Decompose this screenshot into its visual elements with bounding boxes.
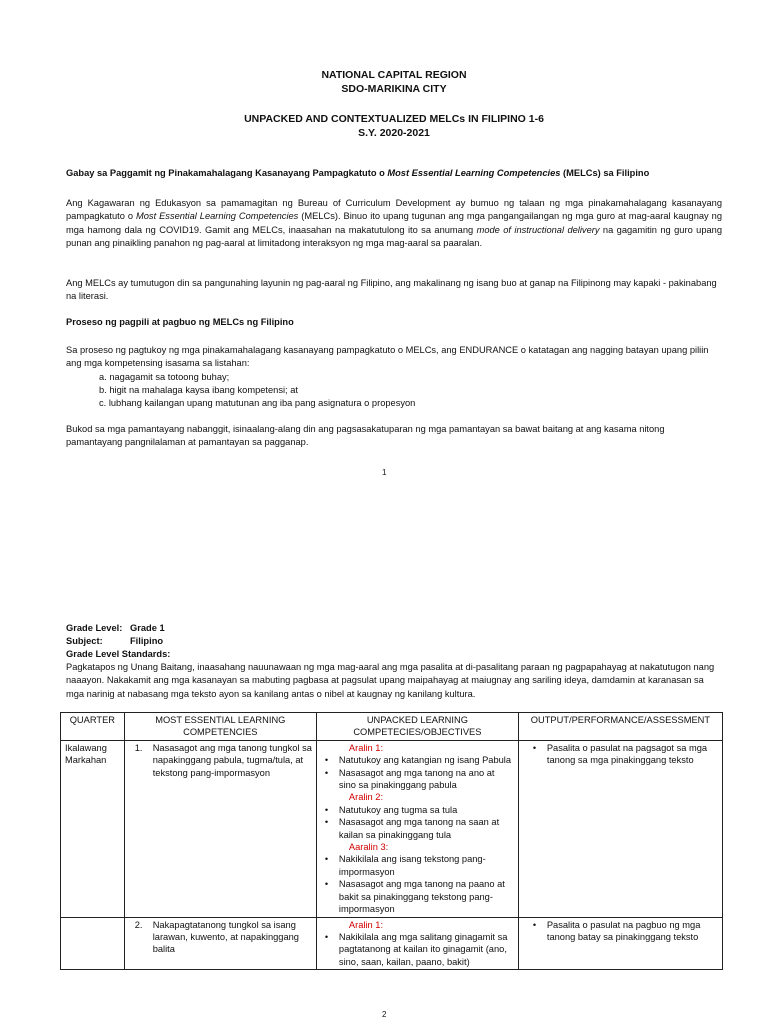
process-heading-block [66,316,722,329]
guide-title [66,167,722,180]
process-intro: Sa proseso ng pagtukoy ng mga pinakamahalagang kasanayang pampagkatuto o MELCs, ang ENDURANCE o katatagan ang nagging batayan upang piliin ang mga kompetensing isasama sa listahan: [66,345,709,369]
lesson-label: Aralin 1: [348,919,384,930]
criteria-list [66,371,722,411]
objective-item: • Natutukoy ang katangian ng isang Pabula [339,754,514,766]
header-output: OUTPUT/PERFORMANCE/ASSESSMENT [518,713,722,741]
page-number: 1 [382,468,387,477]
melc-cell [124,740,316,917]
criteria-item: c. lubhang kailangan upang matutunan ang iba pang asignatura o propesyon [99,398,416,409]
process-closing: Bukod sa mga pamantayang nabanggit, isinaalang-alang din ang pagsasakatuparan ng mga pamantayan sa bawat baitang at ang kasama nitong pamantayang pangnilalaman at pamantayan sa pagganap. [66,424,665,448]
objective-item: • Nakikilala ang mga salitang ginagamit sa pagtatanong at kailan ito ginagamit (ano, sino, saan, kailan, paano, bakit) [339,931,514,968]
output-cell [518,740,722,917]
header-quarter: QUARTER [61,713,125,741]
quarter-cell: Ikalawang Markahan [61,740,125,917]
melc-table [60,712,723,970]
header-unpacked: UNPACKED LEARNING COMPETECIES/OBJECTIVES [316,713,518,741]
process-heading: Proseso ng pagpili at pagbuo ng MELCs ng Filipino [66,317,294,327]
objective-item: • Nasasagot ang mga tanong na ano at sino sa pinakinggang pabula [339,767,514,792]
melc-text: Nasasagot ang mga tanong tungkol sa napakinggang pabula, tugma/tula, at tekstong pang-impormasyon [152,742,312,778]
para1-italic-2: mode of instructional delivery [476,224,600,235]
para1-part-c: na gagamitin ng guro upang punan ang pinaikling panahon ng pag-aaral at limitadong interaksyon ng mga mag-aaral sa paaralan. [66,224,722,248]
grade-info [66,622,722,701]
grade-level-row [66,622,722,635]
standards-text: Pagkatapos ng Unang Baitang, inaasahang nauunawaan ng mga mag-aaral ang mga pasalita at di-pasalitang paraan ng pagpapahayag at nakatutugon nang naaayon. Nakakamit ang mga kasanayan sa mabuting pagbasa at pagsulat upang maipahayag at maiugnay ang sariling ideya, damdamin at karanasan sa mga narinig at nabasang mga teksto ayon sa kanilang antas o nibel at kaugnay ng kanilang kultura. [66,662,715,699]
process-closing-block [66,423,722,450]
criteria-item: b. higit na mahalaga kaysa ibang kompetensi; at [99,384,298,395]
guide-paragraph-1 [66,197,722,250]
grade-level-label: Grade Level: [66,623,123,633]
unpacked-cell [316,917,518,970]
para1-part-b: (MELCs). Binuo ito upang tugunan ang mga pangangailangan ng mga guro at mag-aaral kaugnay ng mga hamong dala ng COVID19. Gamit ang MELCs, inaasahan na makatutulong ito sa anumang [66,211,722,235]
objective-item: • Nasasagot ang mga tanong na saan at kailan sa pinakinggang tula [339,816,514,841]
subject-value: Filipino [130,636,164,646]
document-title: UNPACKED AND CONTEXTUALIZED MELCs IN FILIPINO 1-6 [244,113,544,125]
guide-section [66,167,722,180]
guide-title-italic: Most Essential Learning Competencies [387,168,561,178]
output-cell [518,917,722,970]
grade-level-value: Grade 1 [130,623,165,633]
para1-italic-1: Most Essential Learning Competencies [136,211,299,222]
melc-cell [124,917,316,970]
objective-item: • Nasasagot ang mga tanong na paano at bakit sa pinakinggang tekstong pang-impormasyon [339,878,514,915]
lesson-label: Aaralin 3: [348,842,389,853]
region-heading: NATIONAL CAPITAL REGION [321,69,467,81]
page-number: 2 [382,1010,387,1019]
table-header-row [61,713,723,741]
header-melc: MOST ESSENTIAL LEARNING COMPETENCIES [124,713,316,741]
school-year: S.Y. 2020-2021 [358,127,430,139]
table-row [61,917,723,970]
objective-item: • Nakikilala ang isang tekstong pang-impormasyon [339,853,514,878]
guide-paragraph-2 [66,277,722,304]
subject-row [66,635,722,648]
process-section [66,344,722,410]
guide-title-text: Gabay sa Paggamit ng Pinakamahalagang Kasanayang Pampagkatuto o [66,168,388,178]
table-row [61,740,723,917]
melc-number: 2. [134,919,143,930]
para1-part-a: Ang Kagawaran ng Edukasyon sa pamamagitan ng Bureau of Curriculum Development ay bumuo ng talaan ng mga pinakamahalagang kasanayang pampagkatuto o [66,198,722,222]
guide-title-suffix: (MELCs) sa Filipino [560,168,650,178]
output-item: • Pasalita o pasulat na pagbuo ng mga tanong batay sa pinakinggang teksto [547,919,718,944]
melc-number: 1. [134,742,143,753]
output-item: • Pasalita o pasulat na pagsagot sa mga tanong sa mga pinakinggang teksto [547,742,718,767]
melc-text: Nakapagtatanong tungkol sa isang larawan, kuwento, at napakinggang balita [152,919,299,955]
guide-paragraph-2-text: Ang MELCs ay tumutugon din sa pangunahing layunin ng pag-aaral ng Filipino, ang makalinang ng isang buo at ganap na Filipinong may kapaki - pakinabang na literasi. [66,278,717,302]
criteria-item: a. nagagamit sa totoong buhay; [99,371,230,382]
quarter-cell [61,917,125,970]
unpacked-cell [316,740,518,917]
title-block [66,112,722,140]
guide-paragraph-text [66,197,722,250]
standards-label: Grade Level Standards: [66,649,171,659]
subject-label: Subject: [66,636,103,646]
objective-item: • Natutukoy ang tugma sa tula [339,804,514,816]
lesson-label: Aralin 2: [348,792,384,803]
document-header [66,68,722,96]
division-heading: SDO-MARIKINA CITY [341,83,447,95]
lesson-label: Aralin 1: [348,742,384,753]
